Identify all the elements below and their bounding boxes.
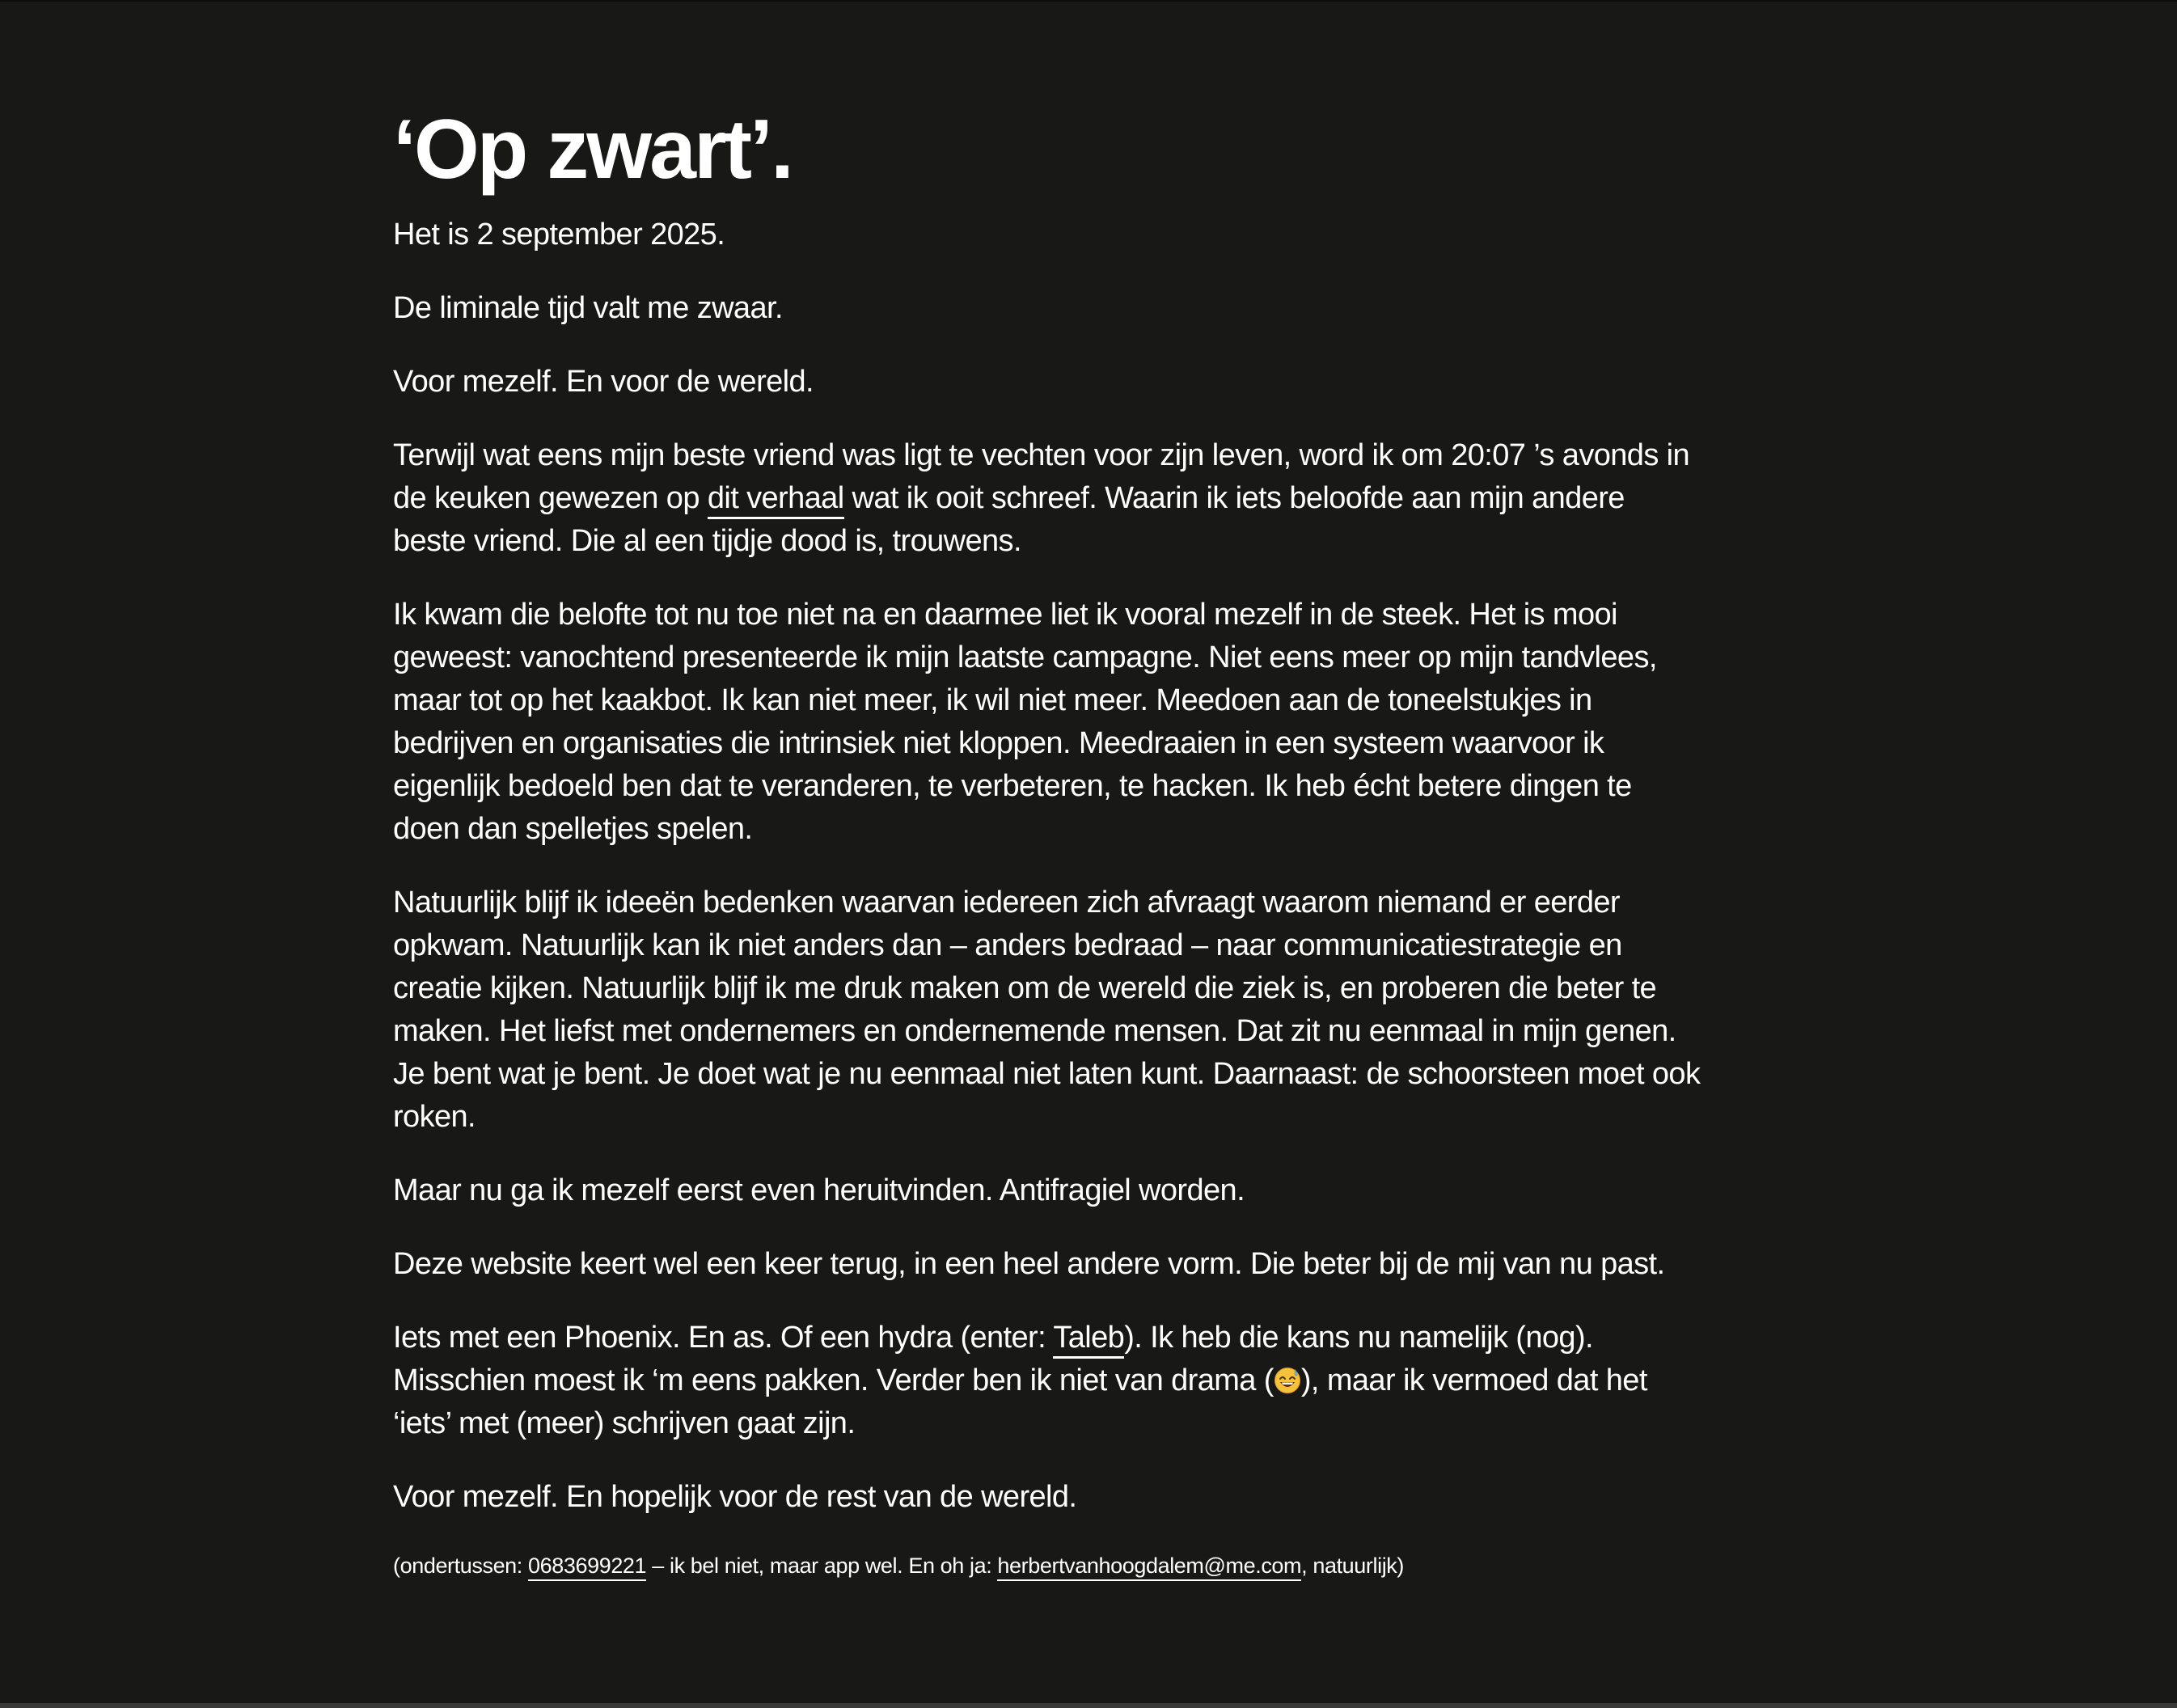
bottom-border — [0, 1703, 2177, 1708]
paragraph-website: Deze website keert wel een keer terug, in een heel andere vorm. Die beter bij de mij van nu past. — [393, 1247, 1665, 1281]
paragraph-heruitvinden: Maar nu ga ik mezelf eerst even heruitvinden. Antifragiel worden. — [393, 1173, 1245, 1207]
grinning-sweat-emoji-icon — [1274, 1367, 1301, 1394]
footer-text-end: , natuurlijk) — [1301, 1554, 1404, 1578]
paragraph-phoenix-text-middle: ). Ik heb die kans nu namelijk (nog). Misschien moest ik ‘m eens pakken. Verder ben ik niet van drama ( — [393, 1321, 1593, 1397]
contact-footer — [393, 1549, 1703, 1582]
date-line: Het is 2 september 2025. — [393, 218, 725, 252]
email-link[interactable]: herbertvanhoogdalem@me.com — [997, 1554, 1301, 1581]
paragraph-voor-mezelf: Voor mezelf. En voor de wereld. — [393, 365, 814, 399]
page-title: ‘Op zwart’. — [393, 103, 792, 197]
paragraph-natuurlijk: Natuurlijk blijf ik ideeën bedenken waarvan iedereen zich afvraagt waarom niemand er eerder opkwam. Natuurlijk kan ik niet anders dan – anders bedraad – naar communicatiestrategie en creatie kijken. Natuurlijk blijf ik me druk maken om de wereld die ziek is, en proberen die beter te maken. Het liefst met ondernemers en ondernemende mensen. Dat zit nu eenmaal in mijn genen. Je bent wat je bent. Je doet wat je nu eenmaal niet laten kunt. Daarnaast: de schoorsteen moet ook roken. — [393, 886, 1701, 1134]
paragraph-verhaal — [393, 434, 1703, 563]
paragraph-voor-de-wereld: Voor mezelf. En hopelijk voor de rest van de wereld. — [393, 1480, 1077, 1514]
paragraph-phoenix-text-end: ), maar ik vermoed dat het ‘iets’ met (meer) schrijven gaat zijn. — [393, 1363, 1647, 1440]
paragraph-phoenix-text-start: Iets met een Phoenix. En as. Of een hydra (enter: — [393, 1321, 1054, 1355]
paragraph-liminal: De liminale tijd valt me zwaar. — [393, 291, 783, 325]
taleb-link[interactable]: Taleb — [1053, 1321, 1124, 1359]
dit-verhaal-link[interactable]: dit verhaal — [708, 481, 844, 519]
paragraph-phoenix — [393, 1317, 1703, 1445]
article — [393, 97, 1703, 1613]
footer-text-start: (ondertussen: — [393, 1554, 528, 1578]
paragraph-verhaal-text-end: wat ik ooit schreef. Waarin ik iets beloofde aan mijn andere beste vriend. Die al een tijdje dood is, trouwens. — [393, 481, 1625, 558]
footer-text-middle: – ik bel niet, maar app wel. En oh ja: — [646, 1554, 998, 1578]
paragraph-belofte: Ik kwam die belofte tot nu toe niet na en daarmee liet ik vooral mezelf in de steek. Het is mooi geweest: vanochtend presenteerde ik mijn laatste campagne. Niet eens meer op mijn tandvlees, maar tot op het kaakbot. Ik kan niet meer, ik wil niet meer. Meedoen aan de toneelstukjes in bedrijven en organisaties die intrinsiek niet kloppen. Meedraaien in een systeem waarvoor ik eigenlijk bedoeld ben dat te veranderen, te verbeteren, te hacken. Ik heb écht betere dingen te doen dan spelletjes spelen. — [393, 598, 1657, 846]
paragraph-verhaal-text-start: Terwijl wat eens mijn beste vriend was ligt te vechten voor zijn leven, word ik om 20:07 ’s avonds in de keuken gewezen op — [393, 438, 1690, 515]
phone-link[interactable]: 0683699221 — [528, 1554, 646, 1581]
top-border — [0, 0, 2177, 2]
